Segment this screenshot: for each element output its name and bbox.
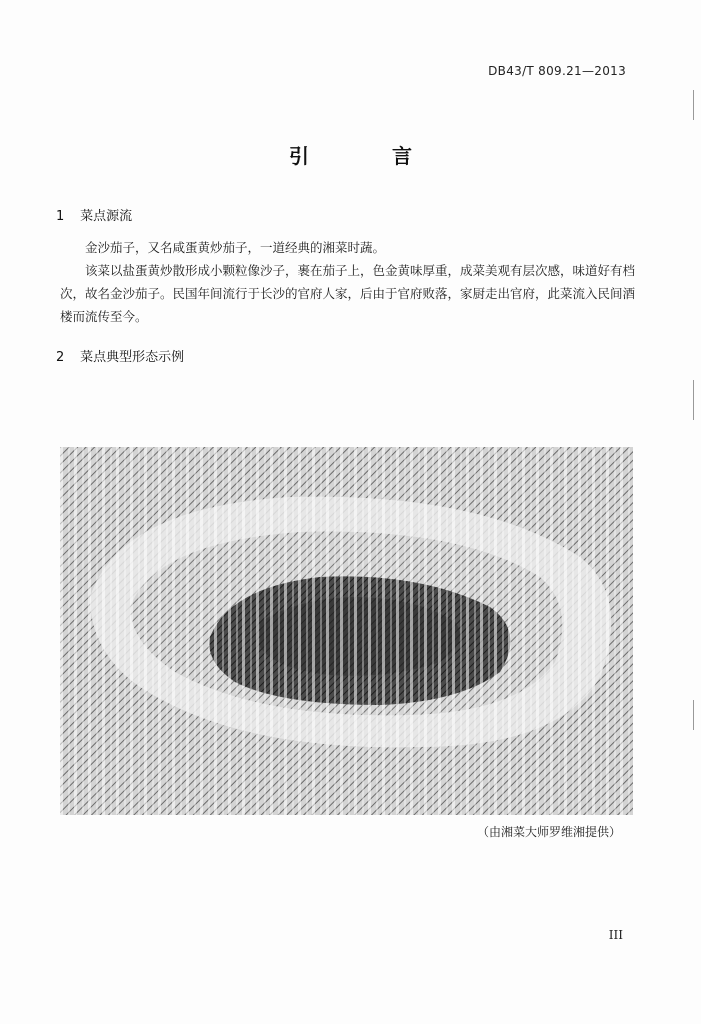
section-heading-example — [56, 346, 184, 365]
section-number: 2 — [56, 350, 65, 365]
section-number: 1 — [56, 209, 65, 224]
figure-caption: （由湘菜大师罗维湘提供） — [476, 825, 621, 839]
section-heading-origin — [56, 205, 132, 224]
paragraph: 金沙茄子，又名咸蛋黄炒茄子，一道经典的湘菜时蔬。 — [85, 240, 386, 255]
document-code: DB43/T 809.21—2013 — [488, 64, 626, 78]
section-title: 菜点典型形态示例 — [80, 350, 185, 365]
page-number: III — [608, 928, 623, 942]
page-title: 引 言 — [289, 144, 450, 168]
paragraph: 该菜以盐蛋黄炒散形成小颗粒像沙子，裹在茄子上，色金黄味厚重，成菜美观有层次感，味道好有档次，故名金沙茄子。民国年间流行于长沙的官府人家，后由于官府败落，家厨走出官府，此菜流入民间酒楼而流传至今。 — [60, 263, 636, 324]
section-title: 菜点源流 — [80, 209, 133, 224]
dish-photo — [60, 447, 633, 815]
scan-edge-marks — [692, 80, 695, 880]
